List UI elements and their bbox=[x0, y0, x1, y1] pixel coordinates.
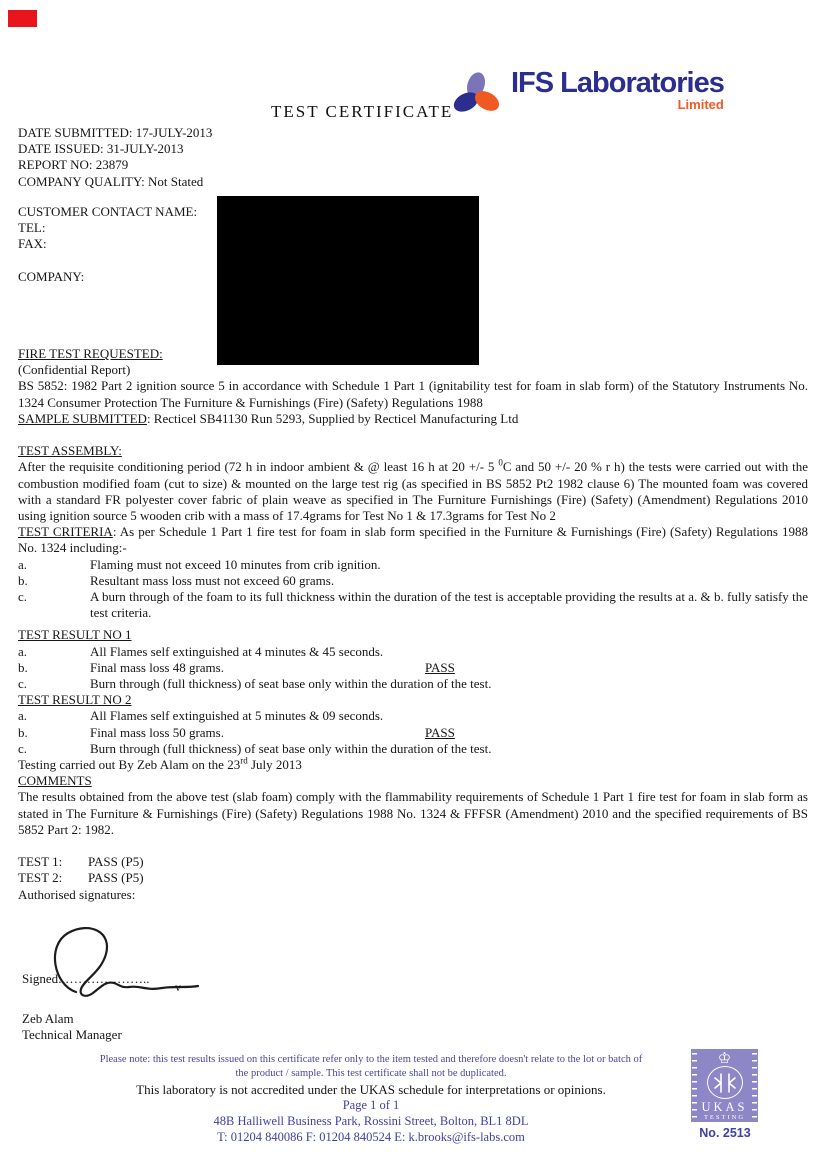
confidential-line: (Confidential Report) bbox=[18, 362, 131, 378]
testing-carried-out-line: Testing carried out By Zeb Alam on the 23rd July 2013 bbox=[18, 755, 302, 773]
customer-contact-name-label: CUSTOMER CONTACT NAME: bbox=[18, 204, 198, 219]
fire-test-heading: FIRE TEST REQUESTED: bbox=[18, 346, 163, 361]
authorised-signatures-label: Authorised signatures: bbox=[18, 886, 136, 902]
ukas-accreditation-badge bbox=[691, 1049, 759, 1141]
result1-item-c: c. Burn through (full thickness) of seat base only within the duration of the test. bbox=[18, 676, 492, 692]
criteria-item-a: a. Flaming must not exceed 10 minutes from crib ignition. bbox=[18, 556, 381, 572]
summary-test-1-value: PASS (P5) bbox=[88, 854, 144, 870]
date-submitted: DATE SUBMITTED: 17-JULY-2013 bbox=[18, 125, 213, 140]
date-issued: DATE ISSUED: 31-JULY-2013 bbox=[18, 141, 184, 157]
criteria-item-c: c. A burn through of the foam to its full thickness within the duration of the test is acceptable providing the results at a. & b. fully satisfy the test criteria. bbox=[18, 589, 808, 621]
signatory-name: Zeb Alam bbox=[22, 1011, 74, 1026]
red-marker bbox=[8, 10, 37, 27]
degree-superscript: 0 bbox=[498, 458, 503, 469]
footer bbox=[0, 1053, 742, 1145]
signatory-block bbox=[22, 1011, 122, 1043]
crown-icon: ♔ bbox=[717, 1049, 732, 1067]
comments-body: The results obtained from the above test (slab foam) comply with the flammability requirements of Schedule 1 Part 1 fire test for foam in slab form as stated in The Furniture & Furnishings (Fire) (Safety) Regulations 1988 No. 1324 & FFFSR (Amendment) 2010 and the specified requirements of BS 5852 Part 2: 1982. bbox=[18, 789, 808, 837]
signed-line: Signed: ……………….. bbox=[22, 971, 150, 986]
sample-submitted-line: SAMPLE SUBMITTED: Recticel SB41130 Run 5293, Supplied by Recticel Manufacturing Ltd bbox=[18, 410, 519, 426]
logo-brand-text: IFS Laboratories bbox=[511, 67, 724, 99]
ordinal-superscript: rd bbox=[240, 755, 248, 766]
test-criteria-paragraph: TEST CRITERIA: As per Schedule 1 Part 1 fire test for foam in slab form specified in the Furniture & Furnishings (Fire) (Safety) Regulations 1988 No. 1324 including:- bbox=[18, 524, 809, 556]
result1-item-a: a. All Flames self extinguished at 4 minutes & 45 seconds. bbox=[18, 643, 384, 659]
test-criteria-label: TEST CRITERIA bbox=[18, 524, 113, 540]
footer-note-line-1: Please note: this test results issued on this certificate refer only to the item tested and therefore doesn't relate to the lot or batch of bbox=[99, 1054, 643, 1065]
redaction-box bbox=[217, 196, 479, 365]
ruler-ticks-right-icon bbox=[752, 1053, 757, 1118]
test-result-1-heading: TEST RESULT NO 1 bbox=[18, 627, 132, 643]
footer-address: 48B Halliwell Business Park, Rossini Street, Bolton, BL1 8DL bbox=[213, 1113, 529, 1128]
fire-test-body: BS 5852: 1982 Part 2 ignition source 5 in accordance with Schedule 1 Part 1 (ignitability test for foam in slab form) of the Statutory Instruments No. 1324 Consumer Protection The Furniture & Furnishings (Fire) (Safety) Regulations 1988 bbox=[18, 378, 808, 410]
summary-test-2-value: PASS (P5) bbox=[88, 870, 144, 886]
result2-pass-badge: PASS bbox=[425, 724, 455, 740]
footer-note-line-2: the product / sample. This test certificate shall not be duplicated. bbox=[235, 1067, 507, 1079]
customer-block bbox=[18, 204, 197, 285]
comments-heading: COMMENTS bbox=[18, 773, 92, 789]
report-meta bbox=[18, 125, 212, 190]
ukas-number: No. 2513 bbox=[699, 1126, 751, 1140]
sample-submitted-label: SAMPLE SUBMITTED bbox=[18, 410, 147, 426]
ukas-circle-icon bbox=[707, 1066, 743, 1099]
test-assembly-heading: TEST ASSEMBLY: bbox=[18, 443, 122, 459]
test-assembly-body: After the requisite conditioning period (72 h in indoor ambient & @ least 16 h at 20 +/- 5 $^0$C and 50 +/- 20 % r h) the tests were carried out with the combustion modified foam (cut to size) & mounted on the large test rig (as specified in BS 5852 Pt2 1982 clause 6) The mounted foam was covered with a standard FR polyester cover fabric of plain weave as specified in The Furniture Furnishings (Fire) (Safety) (Amendment) Regulations 2010 using ignition source 5 wooden crib with a mass of 17.4grams for Test No 1 & 17.3grams for Test No 2 bbox=[18, 458, 808, 524]
footer-contact: T: 01204 840086 F: 01204 840524 E: k.brooks@ifs-labs.com bbox=[217, 1129, 525, 1144]
signature-tick: v bbox=[175, 980, 181, 994]
page-number: Page 1 of 1 bbox=[342, 1098, 400, 1112]
ukas-testing-label: TESTING bbox=[703, 1114, 746, 1121]
ukas-badge-square bbox=[691, 1049, 758, 1122]
result1-pass-badge: PASS bbox=[425, 659, 455, 675]
signatory-role: Technical Manager bbox=[22, 1027, 122, 1043]
result2-item-b: b. Final mass loss 50 grams. PASS bbox=[18, 724, 455, 740]
ukas-label: UKAS bbox=[701, 1100, 748, 1114]
company-label: COMPANY: bbox=[18, 268, 85, 284]
tel-label: TEL: bbox=[18, 220, 46, 236]
test-result-2-heading: TEST RESULT NO 2 bbox=[18, 692, 132, 708]
company-quality: COMPANY QUALITY: Not Stated bbox=[18, 173, 204, 189]
main-content bbox=[18, 346, 808, 903]
fax-label: FAX: bbox=[18, 236, 47, 252]
criteria-item-b: b. Resultant mass loss must not exceed 60 grams. bbox=[18, 572, 335, 588]
summary-test-2: TEST 2: PASS (P5) bbox=[18, 870, 144, 886]
result2-item-c: c. Burn through (full thickness) of seat base only within the duration of the test. bbox=[18, 740, 492, 756]
result1-item-b: b. Final mass loss 48 grams. PASS bbox=[18, 659, 455, 675]
report-no: REPORT NO: 23879 bbox=[18, 157, 129, 173]
result2-item-a: a. All Flames self extinguished at 5 minutes & 09 seconds. bbox=[18, 708, 384, 724]
ifs-logo bbox=[449, 66, 779, 120]
page-title: TEST CERTIFICATE bbox=[271, 102, 454, 121]
ruler-ticks-left-icon bbox=[692, 1053, 697, 1118]
footer-ukas-disclaimer: This laboratory is not accredited under the UKAS schedule for interpretations or opinions. bbox=[136, 1082, 606, 1097]
ifs-logo-mark-icon bbox=[449, 70, 509, 120]
logo-limited-text: Limited bbox=[677, 97, 724, 112]
summary-test-1: TEST 1: PASS (P5) bbox=[18, 854, 144, 870]
